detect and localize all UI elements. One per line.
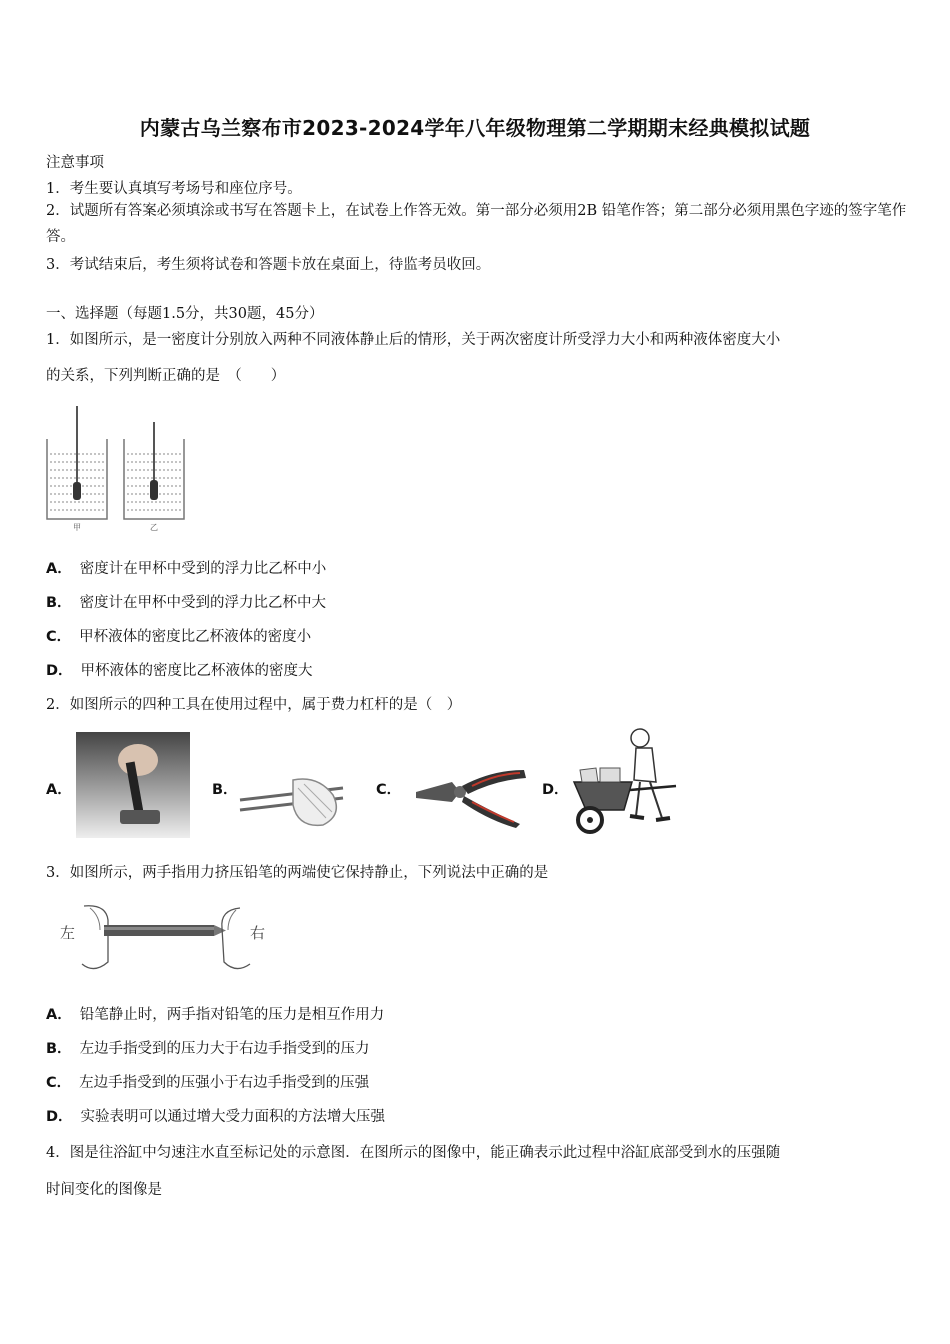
notice-heading: 注意事项 [46,155,104,171]
q1-density-meter-figure [44,404,194,534]
q2-option-a-letter: A． [46,782,72,798]
q1-stem-line2: 的关系，下列判断正确的是 （ ） [46,368,286,384]
notice-item-3: 3．考试结束后，考生须将试卷和答题卡放在桌面上，待监考员收回。 [46,257,491,273]
q2-option-c-letter: C． [376,782,402,798]
section-heading: 一、选择题（每题1.5分，共30题，45分） [46,306,324,322]
q1-option-a: A． 密度计在甲杯中受到的浮力比乙杯中小 [46,561,327,577]
q1-stem-line1: 1．如图所示，是一密度计分别放入两种不同液体静止后的情形，关于两次密度计所受浮力大小和两种液体密度大小 [46,332,781,348]
hammer-image [76,732,190,838]
q2-stem: 2．如图所示的四种工具在使用过程中，属于费力杠杆的是（ ） [46,697,462,713]
q4-stem-line1: 4．图是往浴缸中匀速注水直至标记处的示意图．在图所示的图像中，能正确表示此过程中浴缸底部受到水的压强随 [46,1145,781,1161]
page-title: 内蒙古乌兰察布市2023-2024学年八年级物理第二学期期末经典模拟试题 [139,116,811,140]
label-right: 右 [250,924,266,942]
pencil-fingers-figure [54,900,272,976]
q3-option-d: D． 实验表明可以通过增大受力面积的方法增大压强 [46,1109,386,1125]
notice-item-2: 2．试题所有答案必须填涂或书写在答题卡上，在试卷上作答无效。第一部分必须用2B 铅笔作答；第二部分必须用黑色字迹的签字笔作答。 [46,203,907,245]
label-left: 左 [60,924,76,942]
q4-stem-line2: 时间变化的图像是 [46,1182,162,1198]
q1-option-b: B． 密度计在甲杯中受到的浮力比乙杯中大 [46,595,327,611]
q1-option-c: C． 甲杯液体的密度比乙杯液体的密度小 [46,629,312,645]
chopsticks-image [238,770,348,830]
beaker-jia [47,406,107,519]
q2-option-b-letter: B． [212,782,238,798]
q3-option-b: B． 左边手指受到的压力大于右边手指受到的压力 [46,1041,370,1057]
fig-label-jia: 甲 [73,523,81,532]
wheelbarrow-image [570,724,680,836]
q2-option-d-letter: D． [542,782,569,798]
pliers-image [412,762,530,830]
notice-item-1: 1．考生要认真填写考场号和座位序号。 [46,181,302,197]
q3-option-a: A． 铅笔静止时，两手指对铅笔的压力是相互作用力 [46,1007,385,1023]
fig-label-yi: 乙 [150,523,158,532]
beaker-yi [124,422,184,519]
q3-option-c: C． 左边手指受到的压强小于右边手指受到的压强 [46,1075,370,1091]
q3-stem: 3．如图所示，两手指用力挤压铅笔的两端使它保持静止，下列说法中正确的是 [46,865,549,881]
q1-option-d: D． 甲杯液体的密度比乙杯液体的密度大 [46,663,313,679]
